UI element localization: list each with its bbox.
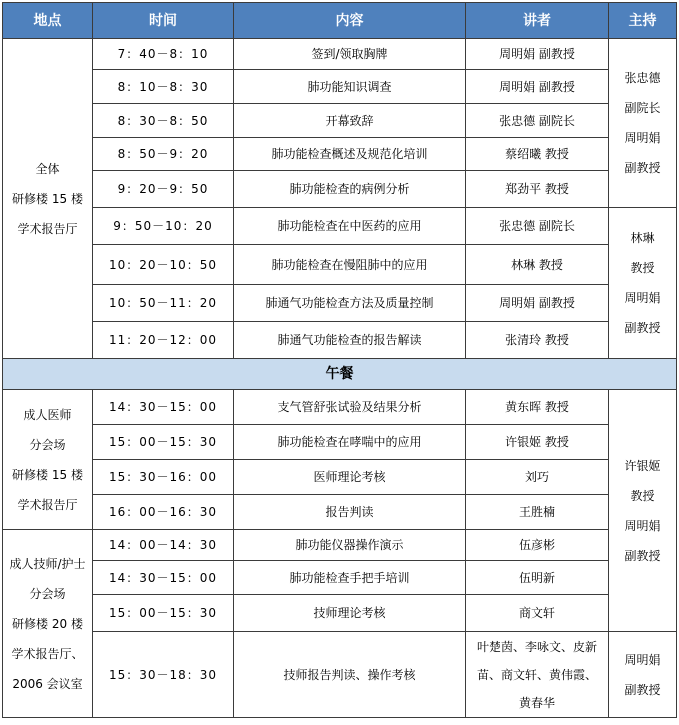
time-cell: 15：00－15：30	[93, 425, 234, 460]
header-row	[3, 3, 677, 39]
content-cell: 开幕致辞	[234, 104, 466, 138]
speaker-cell: 张忠德 副院长	[466, 208, 609, 245]
time-cell: 16：00－16：30	[93, 495, 234, 530]
time-cell: 8：10－8：30	[93, 70, 234, 104]
table-row	[3, 70, 677, 104]
host-line: 张忠德	[624, 71, 661, 85]
schedule-table	[2, 2, 677, 718]
host-line: 周明娟	[624, 131, 661, 145]
location-line: 研修楼 20 楼	[12, 616, 83, 631]
speaker-cell: 周明娟 副教授	[466, 70, 609, 104]
time-cell: 15：00－15：30	[93, 595, 234, 632]
time-cell: 8：50－9：20	[93, 138, 234, 171]
speaker-cell: 刘巧	[466, 460, 609, 495]
table-row	[3, 39, 677, 70]
time-cell: 11：20－12：00	[93, 322, 234, 359]
host-line: 副教授	[624, 321, 661, 335]
speaker-cell: 周明娟 副教授	[466, 285, 609, 322]
table-row	[3, 595, 677, 632]
content-cell: 肺通气功能检查的报告解读	[234, 322, 466, 359]
content-cell: 肺功能检查在中医药的应用	[234, 208, 466, 245]
location-line: 成人技师/护士	[9, 556, 86, 571]
host-cell	[609, 632, 677, 718]
speaker-line: 黄春华	[518, 695, 555, 710]
header-time: 时间	[93, 3, 234, 39]
speaker-cell: 许银姬 教授	[466, 425, 609, 460]
location-line: 分会场	[29, 437, 66, 452]
speaker-cell: 商文轩	[466, 595, 609, 632]
table-row	[3, 495, 677, 530]
content-cell: 技师理论考核	[234, 595, 466, 632]
host-line: 林琳	[630, 231, 655, 245]
content-cell: 技师报告判读、操作考核	[234, 632, 466, 718]
time-cell: 7：40－8：10	[93, 39, 234, 70]
time-cell: 14：30－15：00	[93, 390, 234, 425]
content-cell: 肺功能知识调查	[234, 70, 466, 104]
content-cell: 签到/领取胸牌	[234, 39, 466, 70]
header-content: 内容	[234, 3, 466, 39]
lunch-label: 午餐	[3, 359, 677, 390]
host-line: 许银姬	[624, 458, 661, 473]
time-cell: 8：30－8：50	[93, 104, 234, 138]
content-cell: 肺通气功能检查方法及质量控制	[234, 285, 466, 322]
host-line: 副教授	[624, 548, 661, 563]
header-host: 主持	[609, 3, 677, 39]
time-cell: 10：20－10：50	[93, 245, 234, 285]
host-cell	[609, 39, 677, 208]
location-cell-physician	[3, 390, 93, 530]
host-line: 教授	[630, 261, 655, 275]
time-cell: 9：20－9：50	[93, 171, 234, 208]
location-line: 全体	[35, 161, 60, 176]
speaker-cell: 王胜楠	[466, 495, 609, 530]
content-cell: 肺功能检查概述及规范化培训	[234, 138, 466, 171]
table-row	[3, 390, 677, 425]
location-line: 研修楼 15 楼	[12, 191, 83, 206]
host-line: 副教授	[624, 682, 661, 697]
host-line: 周明娟	[624, 518, 661, 533]
host-cell	[609, 390, 677, 632]
content-cell: 肺功能检查的病例分析	[234, 171, 466, 208]
table-row	[3, 208, 677, 245]
host-line: 周明娟	[624, 291, 661, 305]
host-line: 教授	[630, 488, 655, 503]
table-row	[3, 171, 677, 208]
location-line: 研修楼 15 楼	[12, 467, 83, 482]
table-row	[3, 460, 677, 495]
speaker-cell: 蔡绍曦 教授	[466, 138, 609, 171]
location-line: 学术报告厅	[17, 497, 78, 512]
speaker-line: 叶楚茵、李咏文、皮新	[476, 639, 597, 654]
table-row	[3, 632, 677, 718]
speaker-cell: 郑劲平 教授	[466, 171, 609, 208]
lunch-row	[3, 359, 677, 390]
content-cell: 医师理论考核	[234, 460, 466, 495]
table-row	[3, 245, 677, 285]
location-line: 成人医师	[23, 407, 72, 422]
content-cell: 肺功能检查在哮喘中的应用	[234, 425, 466, 460]
speaker-cell: 周明娟 副教授	[466, 39, 609, 70]
table-row	[3, 322, 677, 359]
speaker-cell: 伍彦彬	[466, 530, 609, 561]
speaker-line: 苗、商文轩、黄伟霞、	[476, 667, 597, 682]
content-cell: 肺功能检查在慢阻肺中的应用	[234, 245, 466, 285]
location-cell-morning	[3, 39, 93, 359]
time-cell: 14：30－15：00	[93, 561, 234, 595]
content-cell: 肺功能检查手把手培训	[234, 561, 466, 595]
content-cell: 肺功能仪器操作演示	[234, 530, 466, 561]
host-cell	[609, 208, 677, 359]
location-line: 2006 会议室	[12, 676, 83, 691]
location-line: 学术报告厅、	[11, 646, 84, 661]
speaker-cell: 伍明新	[466, 561, 609, 595]
location-cell-technician	[3, 530, 93, 718]
speaker-cell: 黄东晖 教授	[466, 390, 609, 425]
table-row	[3, 285, 677, 322]
table-row	[3, 530, 677, 561]
host-line: 副教授	[624, 161, 661, 175]
table-row	[3, 104, 677, 138]
header-speaker: 讲者	[466, 3, 609, 39]
header-location: 地点	[3, 3, 93, 39]
table-row	[3, 425, 677, 460]
host-line: 周明娟	[624, 652, 661, 667]
host-line: 副院长	[624, 101, 661, 115]
time-cell: 10：50－11：20	[93, 285, 234, 322]
time-cell: 15：30－16：00	[93, 460, 234, 495]
speaker-cell: 林琳 教授	[466, 245, 609, 285]
time-cell: 14：00－14：30	[93, 530, 234, 561]
speaker-cell: 张清玲 教授	[466, 322, 609, 359]
speaker-cell	[466, 632, 609, 718]
table-row	[3, 138, 677, 171]
content-cell: 报告判读	[234, 495, 466, 530]
content-cell: 支气管舒张试验及结果分析	[234, 390, 466, 425]
time-cell: 9：50－10：20	[93, 208, 234, 245]
speaker-cell: 张忠德 副院长	[466, 104, 609, 138]
location-line: 分会场	[29, 586, 66, 601]
location-line: 学术报告厅	[17, 221, 78, 236]
table-row	[3, 561, 677, 595]
time-cell: 15：30－18：30	[93, 632, 234, 718]
